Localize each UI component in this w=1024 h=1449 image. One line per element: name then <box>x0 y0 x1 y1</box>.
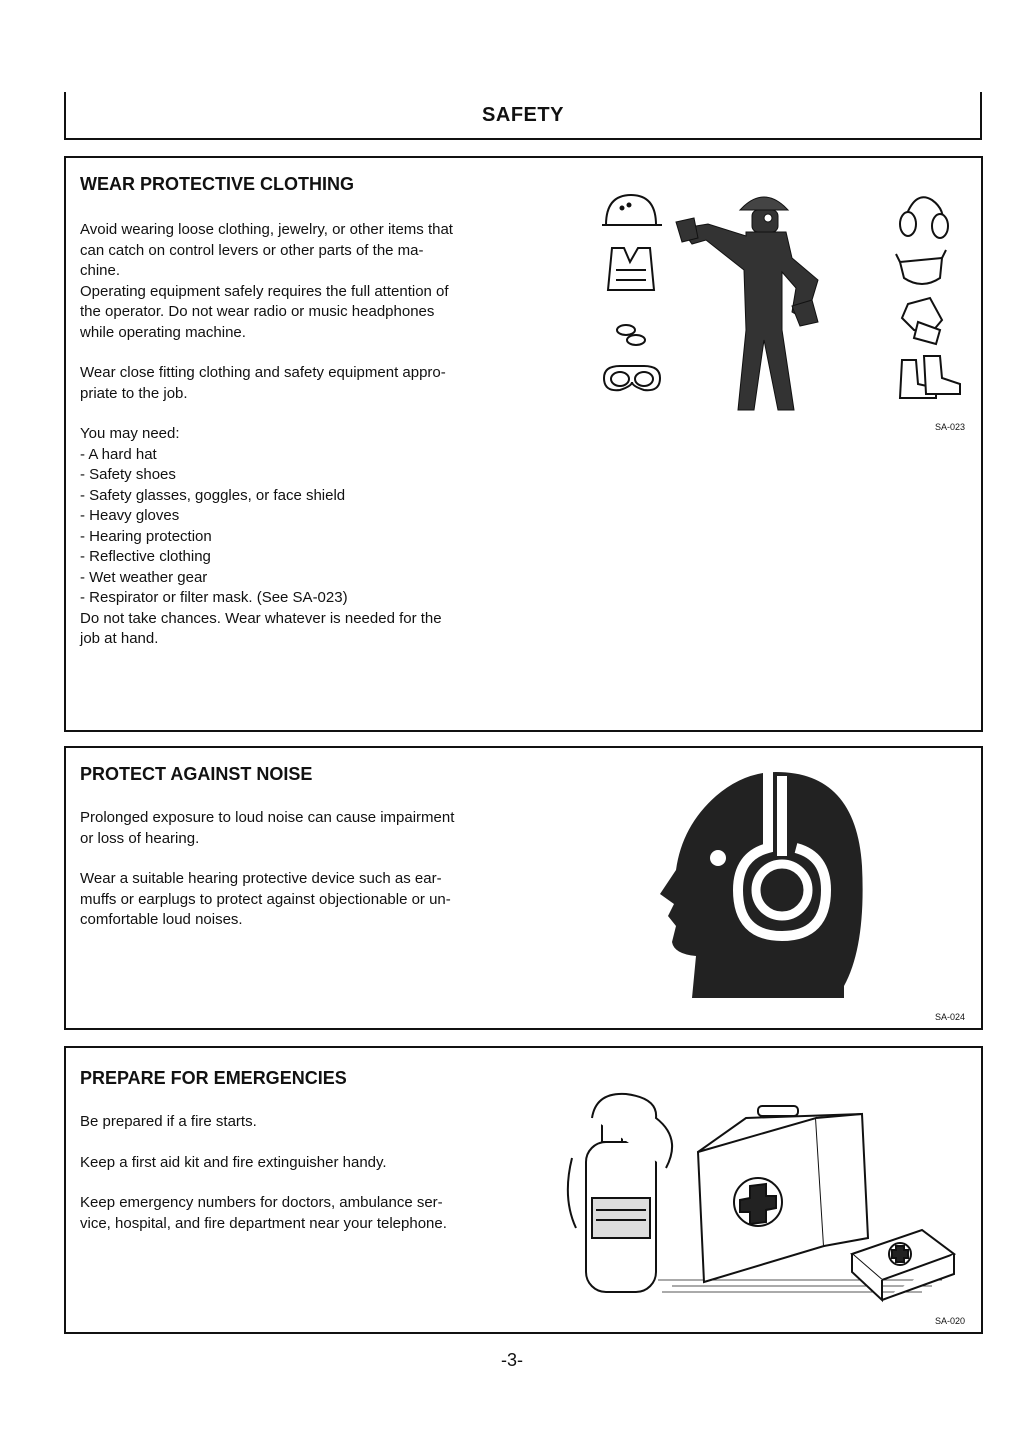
paragraph-gap <box>80 849 520 869</box>
body-line: - A hard hat <box>80 445 157 463</box>
body-line: - Reflective clothing <box>80 548 211 565</box>
section-prepare-for-emergencies <box>64 1046 983 1334</box>
paragraph-gap <box>80 343 520 363</box>
figure-code: SA-024 <box>934 1012 965 1022</box>
fire-extinguisher-icon <box>568 1094 672 1292</box>
hard-hat-icon <box>602 195 662 225</box>
paragraph-gap <box>80 404 520 424</box>
body-line: Wear close fitting clothing and safety equipment appro- <box>80 364 446 381</box>
vest-icon <box>608 248 654 290</box>
body-line: Wear a suitable hearing protective device such as ear- <box>80 870 442 887</box>
body-line: the operator. Do not wear radio or music headphones <box>80 303 435 320</box>
body-line: comfortable loud noises. <box>80 911 243 928</box>
section-title: WEAR PROTECTIVE CLOTHING <box>80 174 354 194</box>
figure-code: SA-023 <box>934 422 965 432</box>
section-title: PREPARE FOR EMERGENCIES <box>80 1068 347 1088</box>
body-line: or loss of hearing. <box>80 829 200 847</box>
body-line: while operating machine. <box>80 323 246 341</box>
body-line: - Wet weather gear <box>80 568 208 586</box>
body-line: Prolonged exposure to loud noise can cause impairment <box>80 809 455 826</box>
body-line: - Safety shoes <box>80 466 176 483</box>
head-silhouette-icon <box>660 772 863 998</box>
body-line: Operating equipment safely requires the full attention of <box>80 282 449 300</box>
section-wear-protective-clothing <box>64 156 983 732</box>
body-line: can catch on control levers or other parts of the ma- <box>80 241 424 259</box>
body-line: muffs or earplugs to protect against objectionable or un- <box>80 890 451 908</box>
body-line: Do not take chances. Wear whatever is needed for the <box>80 609 442 627</box>
body-line: Keep emergency numbers for doctors, ambulance ser- <box>80 1194 443 1211</box>
page-title: SAFETY <box>482 104 564 126</box>
paragraph-gap <box>80 1173 520 1193</box>
body-line: - Respirator or filter mask. (See SA-023) <box>80 589 348 606</box>
page-header <box>64 92 982 140</box>
body-line: priate to the job. <box>80 384 188 402</box>
body-line: Avoid wearing loose clothing, jewelry, or other items that <box>80 221 453 238</box>
boots-icon <box>900 356 960 398</box>
worker-figure-icon <box>676 197 818 410</box>
first-aid-box-icon <box>852 1230 954 1300</box>
respirator-icon <box>896 250 946 284</box>
section-body <box>80 1112 520 1234</box>
section-protect-against-noise <box>64 746 983 1030</box>
emergency-equipment-illustration <box>562 1078 962 1308</box>
body-line: - Hearing protection <box>80 527 212 545</box>
paragraph-gap <box>80 1133 520 1153</box>
figure-code: SA-020 <box>934 1316 965 1326</box>
section-body <box>80 220 520 650</box>
earplugs-icon <box>617 325 645 345</box>
section-title: PROTECT AGAINST NOISE <box>80 764 313 784</box>
body-line: - Heavy gloves <box>80 507 180 524</box>
eye-icon <box>710 850 726 866</box>
body-line: Be prepared if a fire starts. <box>80 1113 257 1130</box>
body-line: You may need: <box>80 425 180 442</box>
section-body <box>80 808 520 931</box>
gloves-icon <box>902 298 942 344</box>
goggles-icon <box>604 366 660 390</box>
protective-clothing-illustration <box>596 180 966 416</box>
body-line: vice, hospital, and fire department near your telephone. <box>80 1214 447 1232</box>
earmuffs-icon <box>900 197 948 238</box>
body-line: - Safety glasses, goggles, or face shield <box>80 486 346 504</box>
body-line: job at hand. <box>80 630 159 647</box>
page-number: -3- <box>501 1350 523 1370</box>
head-with-earmuffs-illustration <box>656 766 866 1002</box>
body-line: Keep a first aid kit and fire extinguisher handy. <box>80 1153 387 1171</box>
first-aid-case-icon <box>698 1106 868 1282</box>
body-line: chine. <box>80 262 121 279</box>
